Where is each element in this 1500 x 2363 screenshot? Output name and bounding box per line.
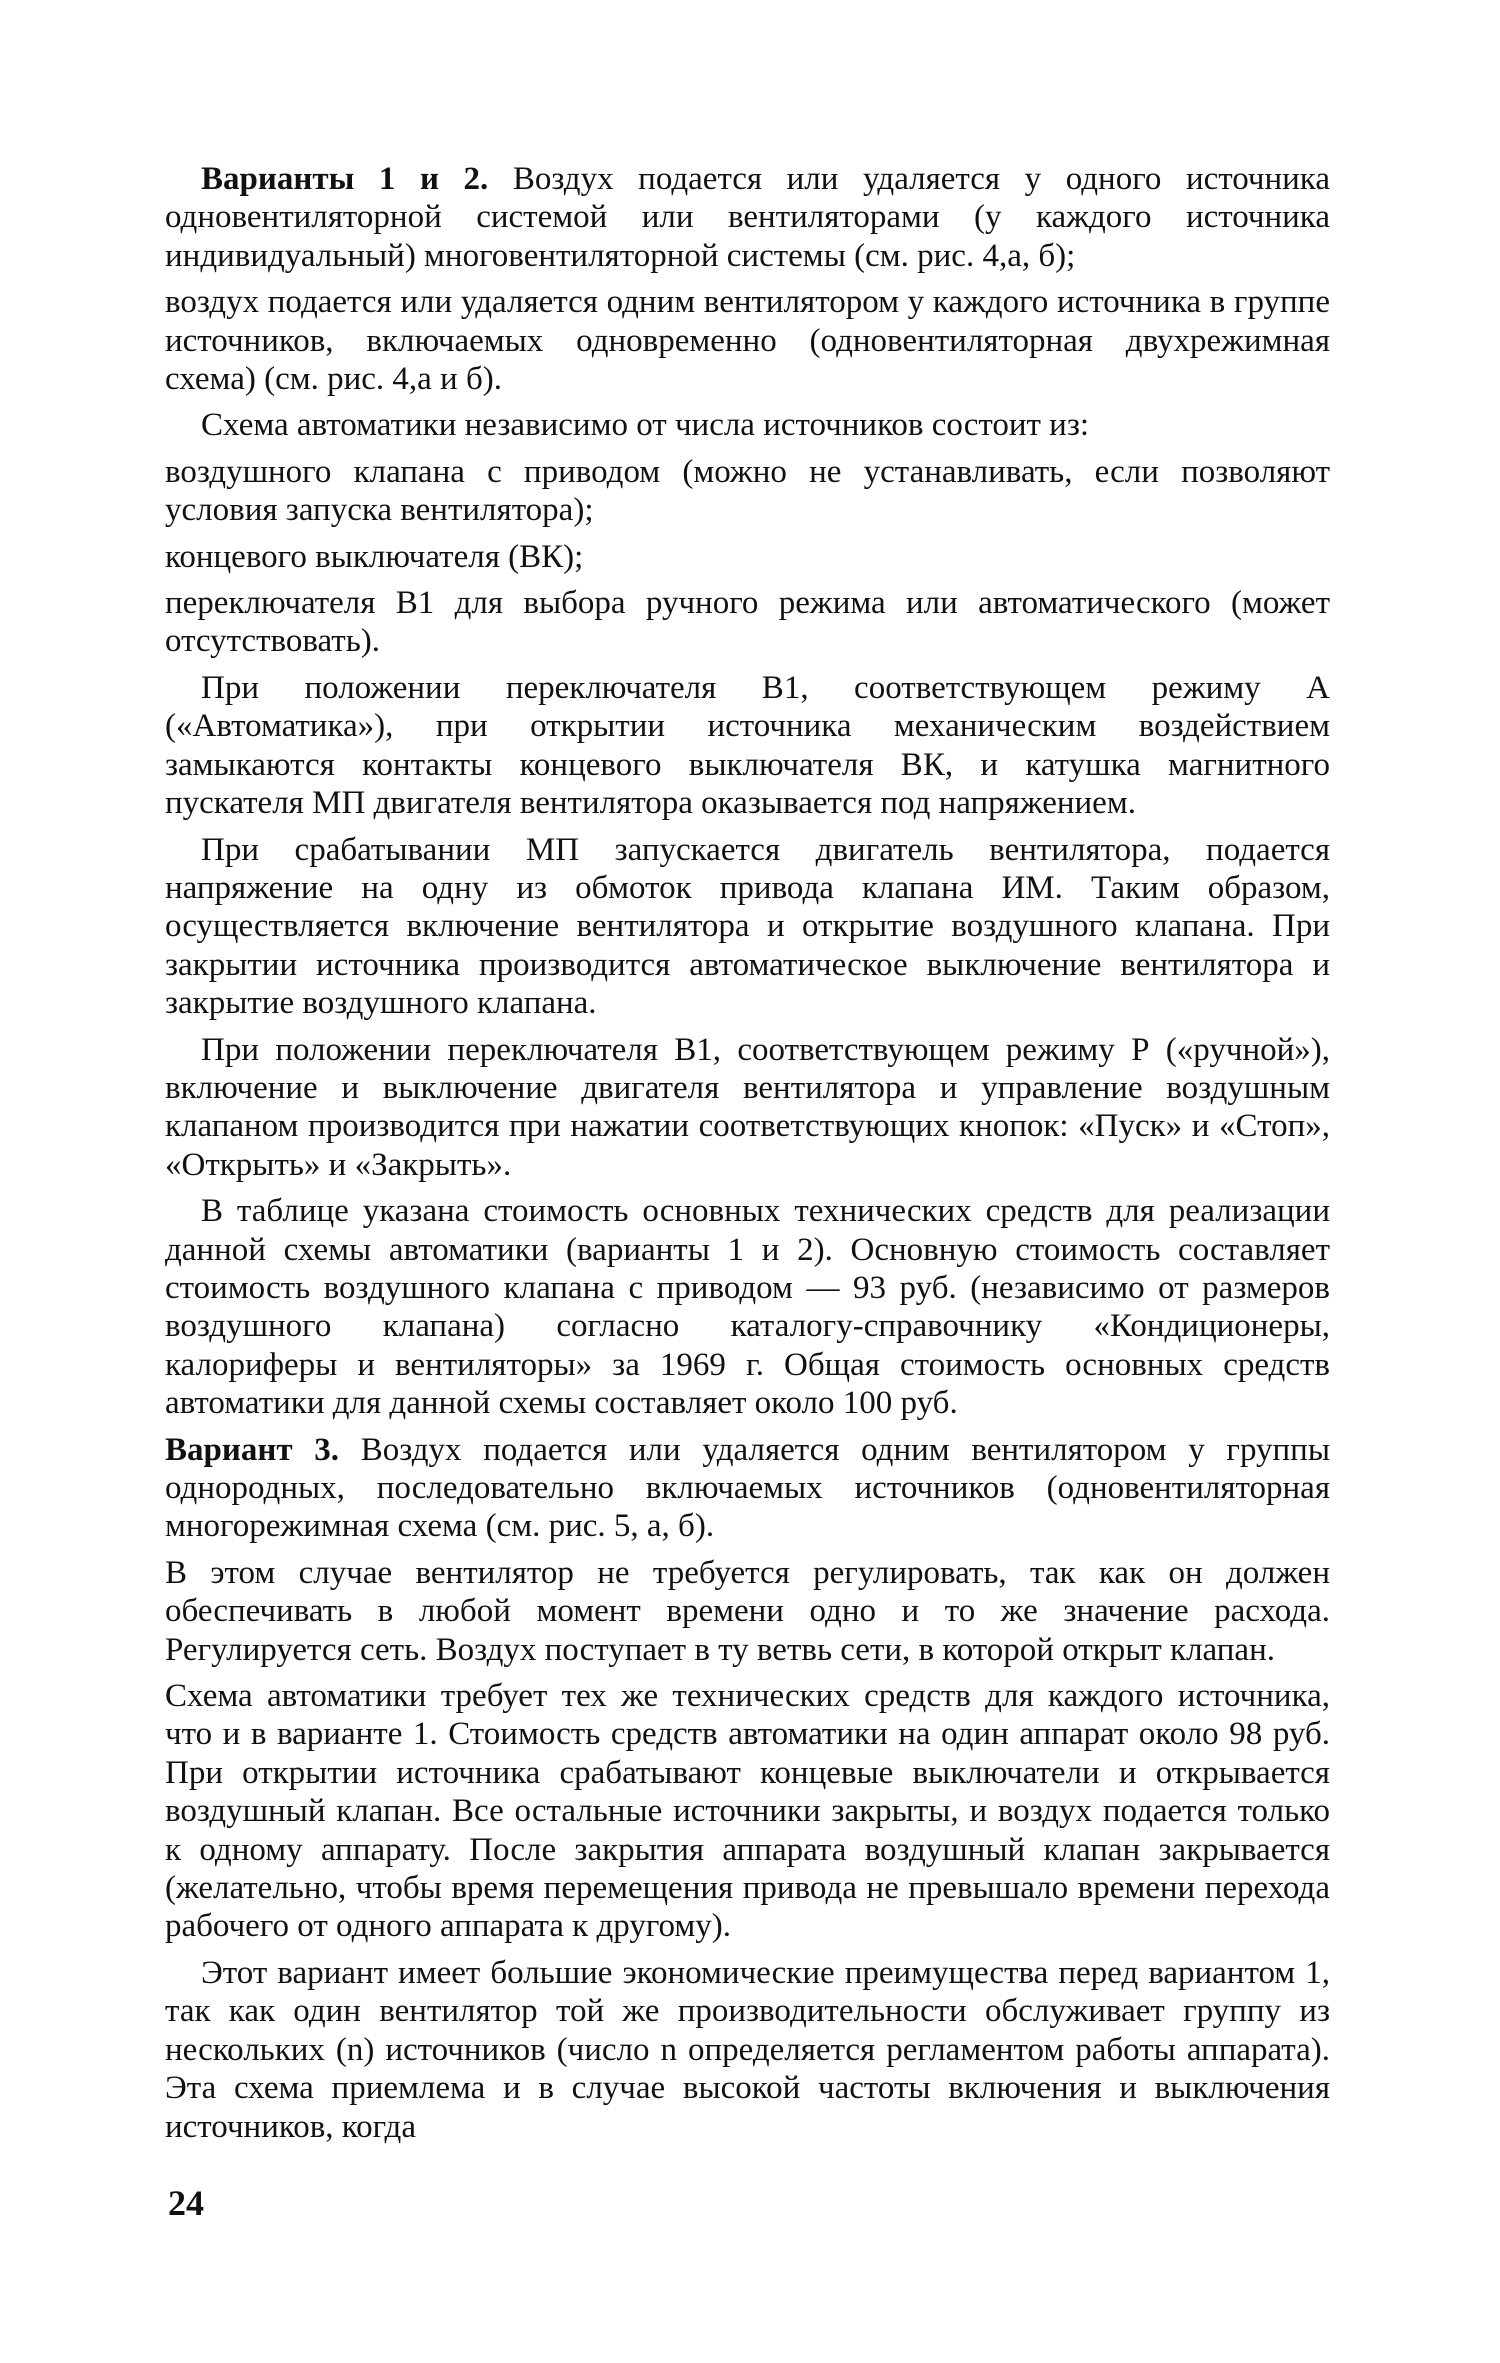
paragraph-text: Воздух подается или удаляется одним вентилятором у группы однородных, последовательно включаемых источников (одновентиляторная многорежимная схема (см. рис. 5, а, б). — [165, 1431, 1331, 1545]
page-number: 24 — [168, 2183, 204, 2223]
paragraph-text: Этот вариант имеет большие экономические преимущества перед вариантом 1, так как один вентилятор той же производительности обслуживает группу из нескольких (n) источников (число n определяется регламентом работы аппарата). Эта схема приемлема и в случае высокой частоты включения и выключения источников, когда — [165, 1954, 1330, 2145]
list-item — [165, 538, 1330, 576]
paragraph-text: переключателя В1 для выбора ручного режима или автоматического (может отсутствовать). — [165, 585, 1330, 660]
paragraph-text: Схема автоматики независимо от числа источников состоит из: — [201, 407, 1090, 444]
paragraph — [165, 831, 1330, 1023]
paragraph-variants-1-2 — [165, 160, 1330, 275]
paragraph-text: При положении переключателя В1, соответствующем режиму А («Автоматика»), при открытии источника механическим воздействием замыкаются контакты концевого выключателя ВК, и катушка магнитного пускателя МП двигателя вентилятора оказывается под напряжением. — [165, 669, 1330, 822]
paragraph — [165, 1554, 1330, 1669]
variant-heading: Варианты 1 и 2. — [201, 161, 489, 197]
paragraph-text: В таблице указана стоимость основных технических средств для реализации данной схемы автоматики (варианты 1 и 2). Основную стоимость составляет стоимость воздушного клапана с приводом — 93 руб. (независимо от размеров воздушного клапана) согласно каталогу-справочнику «Кондиционеры, калориферы и вентиляторы» за 1969 г. Общая стоимость основных средств автоматики для данной схемы составляет около 100 руб. — [165, 1193, 1330, 1422]
paragraph — [165, 1954, 1330, 2146]
paragraph-text: При срабатывании МП запускается двигатель вентилятора, подается напряжение на одну из обмоток привода клапана ИМ. Таким образом, осуществляется включение вентилятора и открытие воздушного клапана. При закрытии источника производится автоматическое выключение вентилятора и закрытие воздушного клапана. — [165, 831, 1330, 1022]
paragraph — [165, 669, 1330, 823]
paragraph-text: концевого выключателя (ВК); — [165, 538, 584, 575]
paragraph-text: Схема автоматики требует тех же технических средств для каждого источника, что и в варианте 1. Стоимость средств автоматики на один аппарат около 98 руб. При открытии источника срабатывают концевые выключатели и открывается воздушный клапан. Все остальные источники закрыты, и воздух подается только к одному аппарату. После закрытия аппарата воздушный клапан закрывается (желательно, чтобы время перемещения привода не превышало времени перехода рабочего от одного аппарата к другому). — [165, 1678, 1330, 1945]
list-item — [165, 584, 1330, 661]
paragraph — [165, 1677, 1330, 1946]
page-body — [165, 160, 1330, 2154]
paragraph — [165, 1031, 1330, 1185]
paragraph-text: При положении переключателя В1, соответствующем режиму Р («ручной»), включение и выключение двигателя вентилятора и управление воздушным клапаном производится при нажатии соответствующих кнопок: «Пуск» и «Стоп», «Открыть» и «Закрыть». — [165, 1031, 1330, 1183]
paragraph — [165, 406, 1330, 444]
paragraph-text: В этом случае вентилятор не требуется регулировать, так как он должен обеспечивать в любой момент времени одно и то же значение расхода. Регулируется сеть. Воздух поступает в ту ветвь сети, в которой открыт клапан. — [165, 1554, 1330, 1668]
paragraph — [165, 1192, 1330, 1422]
paragraph-text: воздушного клапана с приводом (можно не устанавливать, если позволяют условия запуска вентилятора); — [165, 453, 1330, 529]
variant-heading: Вариант 3. — [165, 1431, 340, 1468]
list-item — [165, 453, 1330, 530]
paragraph-text: Воздух подается или удаляется у одного источника одновентиляторной системой или вентиляторами (у каждого источника индивидуальный) многовентиляторной системы (см. рис. 4,а, б); — [165, 161, 1330, 274]
paragraph-variant-3 — [165, 1431, 1330, 1546]
paragraph-text: воздух подается или удаляется одним вентилятором у каждого источника в группе источников, включаемых одновременно (одновентиляторная двухрежимная схема) (см. рис. 4,а и б). — [165, 284, 1330, 398]
paragraph — [165, 283, 1330, 398]
